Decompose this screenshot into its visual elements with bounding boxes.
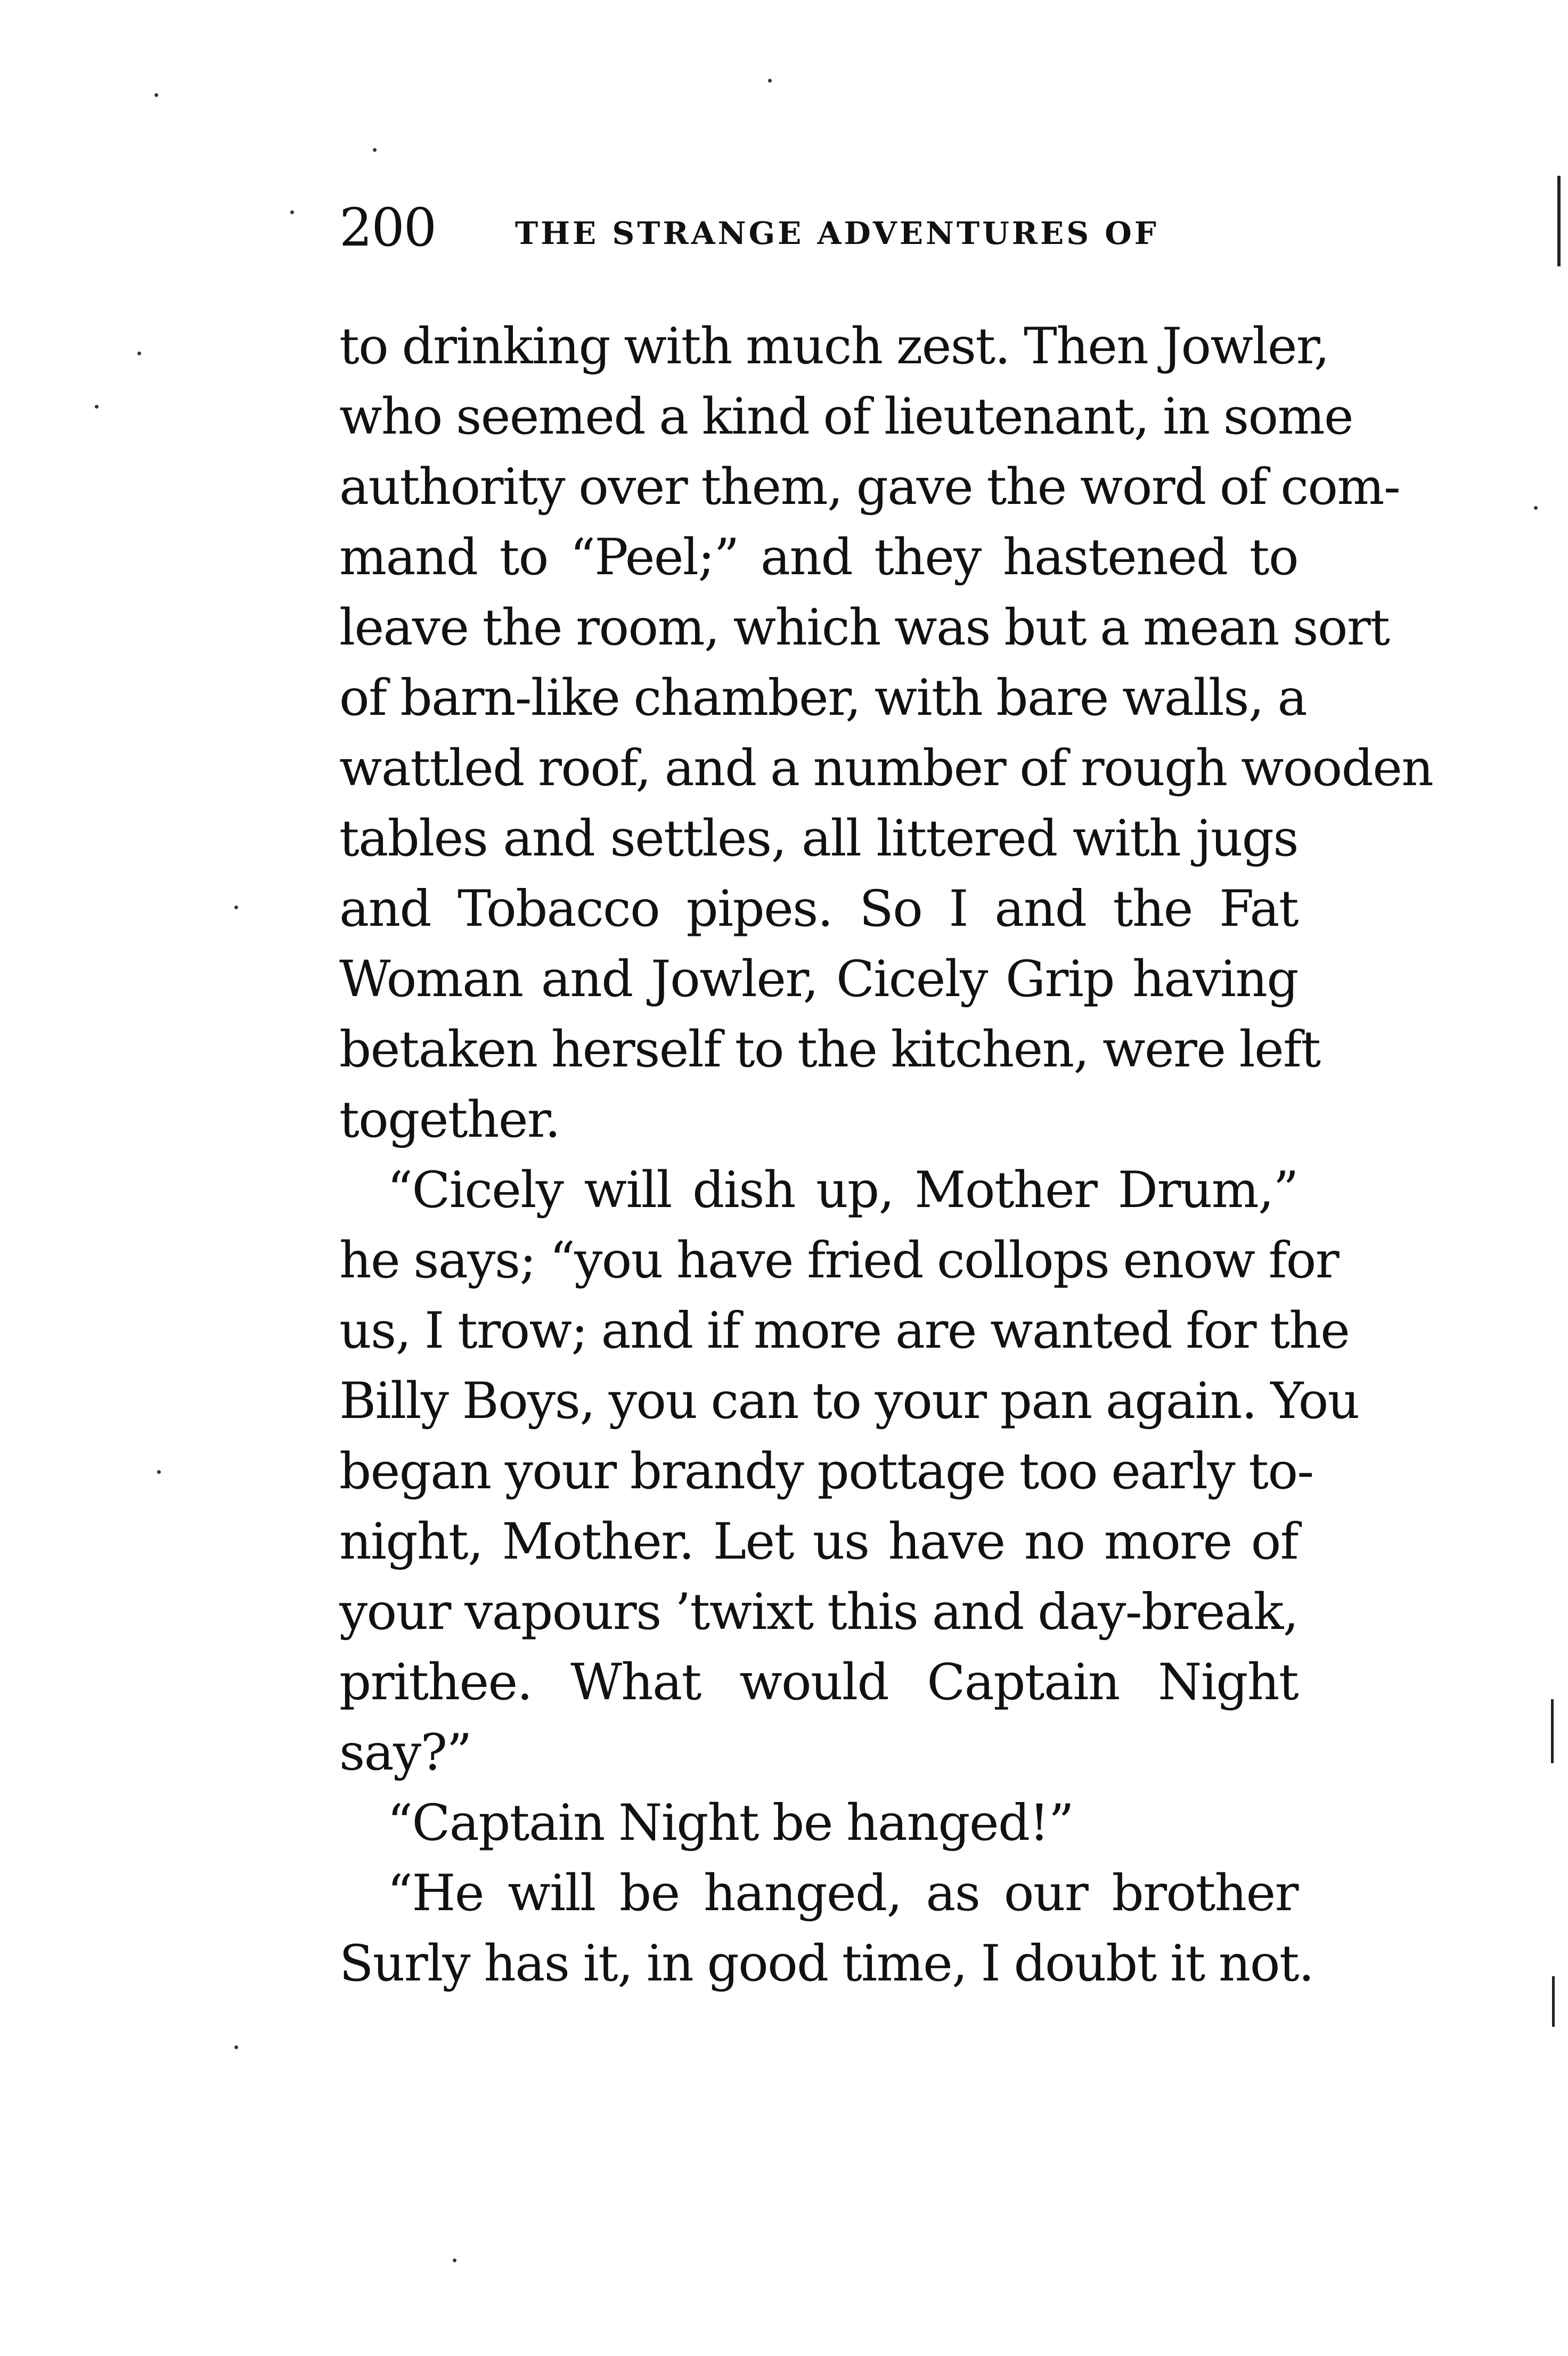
text-line: he says; “you have fried collops enow for [339, 1232, 1339, 1290]
body-text [339, 312, 1433, 1999]
text-line: tables and settles, all littered with jugs [339, 810, 1298, 868]
text-line: Surly has it, in good time, I doubt it not. [339, 1935, 1314, 1993]
text-line: betaken herself to the kitchen, were left [339, 1021, 1320, 1079]
text-line: of barn-like chamber, with bare walls, a [339, 669, 1306, 727]
text-line: prithee. What would Captain Night [339, 1653, 1298, 1711]
scan-speck [234, 906, 238, 909]
text-line: to drinking with much zest. Then Jowler, [339, 317, 1329, 376]
text-line: who seemed a kind of lieutenant, in some [339, 388, 1353, 446]
page-header [339, 196, 1298, 260]
scan-speck [290, 210, 294, 214]
scan-speck [157, 1470, 161, 1474]
text-line: night, Mother. Let us have no more of [339, 1513, 1298, 1571]
text-line: your vapours ’twixt this and day-break, [339, 1583, 1298, 1641]
text-line: “Cicely will dish up, Mother Drum,” [387, 1161, 1298, 1219]
scan-speck [234, 2045, 238, 2049]
text-line: wattled roof, and a number of rough wooden [339, 739, 1433, 797]
scan-speck [768, 79, 772, 83]
edge-mark [1557, 176, 1561, 266]
text-line: authority over them, gave the word of com- [339, 458, 1400, 516]
scan-speck [453, 2259, 456, 2262]
scan-speck [137, 352, 141, 355]
scan-speck [1534, 506, 1538, 510]
edge-mark [1551, 1699, 1554, 1763]
text-line: “Captain Night be hanged!” [387, 1794, 1074, 1852]
scan-speck [95, 405, 99, 409]
page-number: 200 [339, 198, 436, 258]
text-line: Woman and Jowler, Cicely Grip having [339, 950, 1298, 1008]
text-line: us, I trow; and if more are wanted for the [339, 1302, 1350, 1360]
text-line: say?” [339, 1724, 471, 1782]
scan-speck [154, 93, 158, 97]
text-line: together. [339, 1091, 560, 1149]
text-line: Billy Boys, you can to your pan again. You [339, 1372, 1359, 1430]
scan-speck [373, 148, 377, 152]
text-line: and Tobacco pipes. So I and the Fat [339, 880, 1298, 938]
text-line: leave the room, which was but a mean sort [339, 599, 1390, 657]
text-line: “He will be hanged, as our brother [387, 1864, 1298, 1922]
edge-mark [1552, 1976, 1555, 2027]
running-head: THE STRANGE ADVENTURES OF [515, 215, 1159, 251]
text-line: mand to “Peel;” and they hastened to [339, 528, 1298, 586]
text-line: began your brandy pottage too early to- [339, 1442, 1313, 1501]
